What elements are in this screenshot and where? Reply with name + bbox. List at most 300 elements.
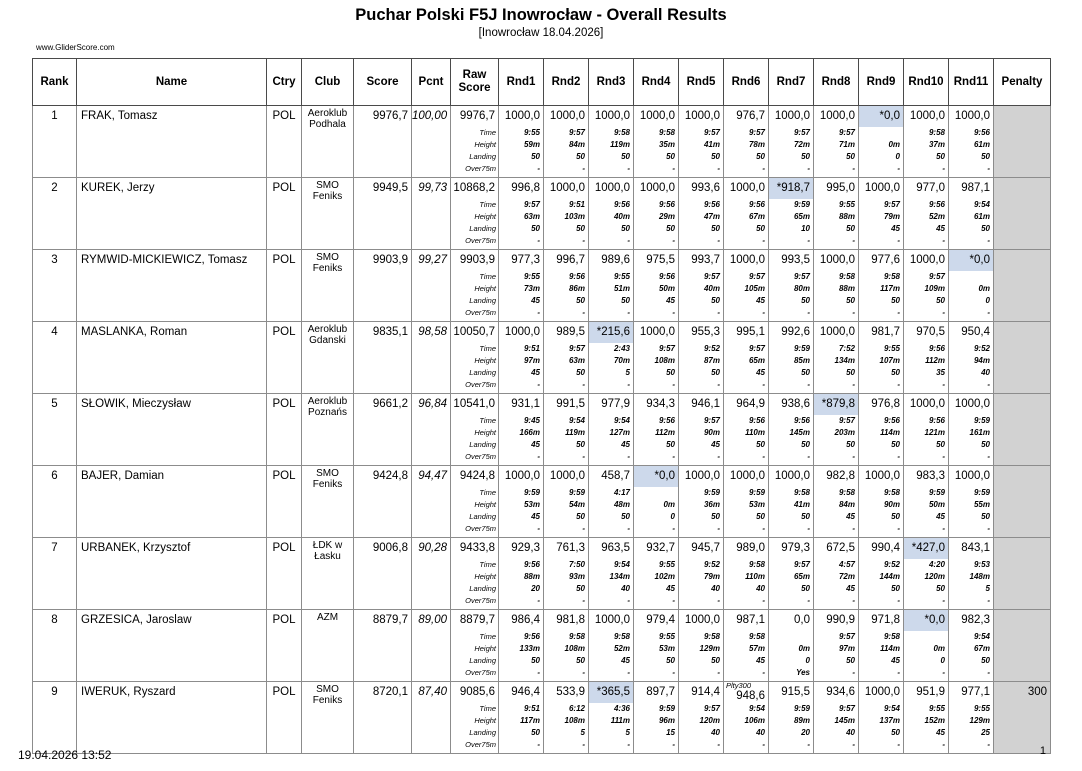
round-height: 0m: [798, 644, 810, 653]
pcnt-value: 99,27: [418, 254, 447, 266]
round-over75m: -: [852, 596, 855, 605]
round-landing: 40: [981, 368, 990, 377]
country-code: POL: [272, 254, 296, 266]
round-over75m: -: [987, 380, 990, 389]
round-score: 955,3: [691, 326, 720, 338]
round-landing: 50: [801, 152, 810, 161]
round-over75m: -: [807, 452, 810, 461]
round-cell-rnd10: [904, 250, 949, 322]
sub-label-height: Height: [474, 356, 496, 365]
round-over75m: -: [627, 452, 630, 461]
round-time: 4:20: [928, 560, 945, 569]
round-landing: 0: [805, 656, 810, 665]
name-cell: [77, 322, 267, 394]
round-over75m: -: [897, 308, 900, 317]
round-time: 9:55: [928, 704, 945, 713]
round-time: 9:57: [793, 272, 810, 281]
round-score: 1000,0: [864, 470, 900, 482]
round-landing: 0: [940, 656, 945, 665]
sub-label-landing: Landing: [469, 224, 496, 233]
round-height: 78m: [748, 140, 765, 149]
round-cell-rnd11: [949, 466, 994, 538]
sub-label-time: Time: [479, 488, 496, 497]
round-landing: 45: [531, 296, 540, 305]
round-time: 9:57: [568, 128, 585, 137]
round-cell-rnd9: [859, 538, 904, 610]
page-number: 1: [1039, 745, 1046, 757]
round-height: 0m: [663, 500, 675, 509]
round-landing: 50: [666, 440, 675, 449]
round-score: 945,7: [691, 542, 720, 554]
round-time: 9:58: [658, 128, 675, 137]
round-over75m: -: [717, 164, 720, 173]
raw-score-value: 9903,9: [459, 254, 495, 266]
round-time: 6:12: [568, 704, 585, 713]
round-height: 52m: [613, 644, 630, 653]
sub-label-time: Time: [479, 128, 496, 137]
round-score: 996,7: [556, 254, 585, 266]
round-over75m: -: [582, 596, 585, 605]
round-landing: 50: [576, 368, 585, 377]
round-time: 9:57: [703, 128, 720, 137]
round-landing: 5: [625, 728, 630, 737]
result-row-rank-8: [33, 610, 1051, 682]
round-cell-rnd7: [769, 106, 814, 178]
round-over75m: -: [672, 740, 675, 749]
round-cell-rnd8: [814, 682, 859, 754]
round-score: 991,5: [556, 398, 585, 410]
result-row-rank-7: [33, 538, 1051, 610]
round-over75m: -: [852, 236, 855, 245]
round-landing: 50: [801, 368, 810, 377]
column-header-rnd9: Rnd9: [859, 59, 904, 106]
name-cell: [77, 106, 267, 178]
round-height: 144m: [879, 572, 900, 581]
raw-score-value: 9976,7: [459, 110, 495, 122]
round-height: 37m: [928, 140, 945, 149]
sub-label-landing: Landing: [469, 656, 496, 665]
round-cell-rnd8: [814, 106, 859, 178]
round-height: 121m: [924, 428, 945, 437]
club-name: SMO Feniks: [312, 684, 343, 706]
round-landing: 45: [756, 656, 765, 665]
column-header-ctry: Ctry: [267, 59, 302, 106]
round-time: 9:59: [568, 488, 585, 497]
round-score: 993,6: [691, 182, 720, 194]
round-height: 127m: [609, 428, 630, 437]
round-height: 88m: [838, 212, 855, 221]
round-height: 117m: [880, 284, 900, 293]
round-cell-rnd4: [634, 250, 679, 322]
round-over75m: -: [672, 380, 675, 389]
score-value: 9903,9: [372, 254, 408, 266]
round-cell-rnd8: [814, 538, 859, 610]
round-score: 977,9: [601, 398, 630, 410]
round-height: 108m: [654, 356, 675, 365]
round-score: 970,5: [916, 326, 945, 338]
round-height: 203m: [834, 428, 855, 437]
round-time: 9:59: [973, 416, 990, 425]
round-score: *0,0: [859, 106, 903, 127]
round-time: 7:52: [838, 344, 855, 353]
round-score: 1000,0: [774, 470, 810, 482]
round-over75m: Yes: [796, 668, 810, 677]
round-over75m: -: [852, 740, 855, 749]
round-time: 2:43: [613, 344, 630, 353]
pilot-name: IWERUK, Ryszard: [81, 686, 176, 698]
round-score: 938,6: [781, 398, 810, 410]
round-score: 948,6: [736, 690, 765, 702]
round-score: 1000,0: [504, 326, 540, 338]
round-cell-rnd8: [814, 466, 859, 538]
round-over75m: -: [717, 236, 720, 245]
pcnt-cell: [412, 394, 451, 466]
round-landing: 45: [756, 368, 765, 377]
round-time: 4:17: [613, 488, 630, 497]
sub-label-time: Time: [479, 200, 496, 209]
round-landing: 50: [621, 296, 630, 305]
round-score: 976,7: [736, 110, 765, 122]
round-height: 86m: [568, 284, 585, 293]
pcnt-cell: [412, 322, 451, 394]
round-score: 1000,0: [684, 614, 720, 626]
round-height: 97m: [523, 356, 540, 365]
round-time: 9:57: [838, 632, 855, 641]
rank-cell: [33, 538, 77, 610]
round-cell-rnd7: [769, 250, 814, 322]
round-height: 137m: [879, 716, 900, 725]
round-cell-rnd7: [769, 178, 814, 250]
round-height: 111m: [610, 716, 630, 725]
club-cell: [302, 682, 354, 754]
column-header-rnd10: Rnd10: [904, 59, 949, 106]
round-height: 110m: [745, 428, 765, 437]
penalty-cell: [994, 394, 1051, 466]
round-over75m: -: [762, 668, 765, 677]
pcnt-cell: [412, 250, 451, 322]
sub-label-time: Time: [479, 272, 496, 281]
rank-cell: [33, 682, 77, 754]
round-cell-rnd1: [499, 610, 544, 682]
round-cell-rnd5: [679, 466, 724, 538]
round-height: 107m: [879, 356, 900, 365]
round-time: 9:54: [613, 416, 630, 425]
pcnt-value: 99,73: [418, 182, 447, 194]
round-height: 120m: [699, 716, 720, 725]
round-time: 9:56: [703, 200, 720, 209]
country-cell: [267, 322, 302, 394]
round-landing: 50: [846, 296, 855, 305]
name-cell: [77, 178, 267, 250]
country-cell: [267, 682, 302, 754]
sub-label-landing: Landing: [469, 440, 496, 449]
score-cell: [354, 610, 412, 682]
round-cell-rnd1: [499, 394, 544, 466]
round-score: 1000,0: [819, 110, 855, 122]
round-height: 52m: [928, 212, 945, 221]
pcnt-value: 90,28: [418, 542, 447, 554]
round-cell-rnd7: [769, 538, 814, 610]
round-cell-rnd2: [544, 682, 589, 754]
round-landing: 40: [711, 728, 720, 737]
round-over75m: -: [942, 164, 945, 173]
round-height: 55m: [973, 500, 990, 509]
round-landing: 50: [531, 224, 540, 233]
round-time: 9:56: [973, 128, 990, 137]
round-score: 990,9: [826, 614, 855, 626]
country-code: POL: [272, 470, 296, 482]
round-landing: 50: [846, 656, 855, 665]
sub-label-landing: Landing: [469, 296, 496, 305]
round-time: 9:57: [793, 560, 810, 569]
round-over75m: -: [762, 308, 765, 317]
country-cell: [267, 394, 302, 466]
round-landing: 50: [621, 512, 630, 521]
round-score: 995,0: [826, 182, 855, 194]
round-cell-rnd6: [724, 178, 769, 250]
round-over75m: -: [942, 668, 945, 677]
round-height: 108m: [564, 716, 585, 725]
raw-score-cell: [451, 322, 499, 394]
column-header-rank: Rank: [33, 59, 77, 106]
sub-label-time: Time: [479, 344, 496, 353]
round-time: 9:55: [973, 704, 990, 713]
round-landing: 45: [621, 440, 630, 449]
round-landing: 50: [801, 584, 810, 593]
round-time: [859, 127, 903, 139]
penalty-cell: [994, 250, 1051, 322]
country-code: POL: [272, 110, 296, 122]
sub-label-height: Height: [474, 716, 496, 725]
round-height: 85m: [793, 356, 810, 365]
round-height: 63m: [523, 212, 540, 221]
print-datetime: 19.04.2026 13:52: [18, 748, 112, 762]
round-height: 119m: [610, 140, 630, 149]
round-height: 57m: [748, 644, 765, 653]
round-score: 950,4: [961, 326, 990, 338]
round-time: 9:58: [883, 488, 900, 497]
score-cell: [354, 178, 412, 250]
round-over75m: -: [582, 524, 585, 533]
round-score: 995,1: [736, 326, 765, 338]
round-landing: 50: [711, 152, 720, 161]
round-height: 103m: [564, 212, 585, 221]
round-height: 161m: [969, 428, 990, 437]
round-score: 990,4: [871, 542, 900, 554]
round-time: 9:56: [883, 416, 900, 425]
rank-cell: [33, 106, 77, 178]
round-cell-rnd5: [679, 106, 724, 178]
round-height: 79m: [703, 572, 720, 581]
round-over75m: -: [987, 596, 990, 605]
round-cell-rnd11: [949, 250, 994, 322]
rank-cell: [33, 466, 77, 538]
round-time: 9:57: [568, 344, 585, 353]
round-cell-rnd6: [724, 394, 769, 466]
round-height: 72m: [838, 572, 855, 581]
round-time: 9:57: [703, 416, 720, 425]
result-row-rank-3: [33, 250, 1051, 322]
round-height: 84m: [838, 500, 855, 509]
round-score: 533,9: [556, 686, 585, 698]
round-score: 979,4: [646, 614, 675, 626]
round-over75m: -: [942, 380, 945, 389]
score-value: 8879,7: [372, 614, 408, 626]
raw-score-value: 9085,6: [459, 686, 495, 698]
country-cell: [267, 106, 302, 178]
round-time: 4:57: [838, 560, 855, 569]
round-score: 761,3: [556, 542, 585, 554]
round-over75m: -: [897, 524, 900, 533]
round-height: 145m: [789, 428, 810, 437]
round-over75m: -: [672, 236, 675, 245]
round-height: 51m: [613, 284, 630, 293]
round-landing: 50: [756, 440, 765, 449]
round-over75m: -: [762, 740, 765, 749]
round-cell-rnd5: [679, 250, 724, 322]
rank-value: 1: [51, 110, 58, 122]
country-code: POL: [272, 398, 296, 410]
round-landing: 50: [531, 152, 540, 161]
raw-score-cell: [451, 250, 499, 322]
sub-label-landing: Landing: [469, 728, 496, 737]
round-cell-rnd3: [589, 106, 634, 178]
round-over75m: -: [942, 524, 945, 533]
country-code: POL: [272, 326, 296, 338]
round-over75m: -: [582, 380, 585, 389]
penalty-cell: [994, 610, 1051, 682]
pcnt-value: 96,84: [418, 398, 447, 410]
score-cell: [354, 682, 412, 754]
round-cell-rnd4: [634, 466, 679, 538]
country-cell: [267, 610, 302, 682]
round-time: 9:57: [748, 128, 765, 137]
round-score: 1000,0: [729, 182, 765, 194]
round-landing: 50: [576, 584, 585, 593]
round-height: 65m: [748, 356, 765, 365]
penalty-cell: [994, 682, 1051, 754]
penalty-value: [994, 106, 1050, 127]
round-cell-rnd2: [544, 250, 589, 322]
round-cell-rnd10: [904, 394, 949, 466]
round-score: 1000,0: [594, 614, 630, 626]
column-header-pcnt: Pcnt: [412, 59, 451, 106]
round-cell-rnd5: [679, 322, 724, 394]
round-height: 61m: [973, 212, 990, 221]
round-cell-rnd6: [724, 682, 769, 754]
round-height: 50m: [928, 500, 945, 509]
round-time: 9:58: [613, 128, 630, 137]
round-height: 84m: [568, 140, 585, 149]
round-time: 9:57: [793, 128, 810, 137]
round-height: 65m: [793, 572, 810, 581]
round-over75m: -: [942, 236, 945, 245]
club-name: SMO Feniks: [312, 468, 343, 490]
round-landing: 5: [580, 728, 585, 737]
round-score: 996,8: [511, 182, 540, 194]
penalty-cell: [994, 466, 1051, 538]
round-cell-rnd3: [589, 250, 634, 322]
round-score: 672,5: [826, 542, 855, 554]
round-cell-rnd6: [724, 466, 769, 538]
round-landing: 50: [981, 152, 990, 161]
round-over75m: -: [717, 668, 720, 677]
raw-score-cell: [451, 610, 499, 682]
round-landing: 45: [936, 728, 945, 737]
pcnt-cell: [412, 538, 451, 610]
pcnt-cell: [412, 682, 451, 754]
round-score: 986,4: [511, 614, 540, 626]
pcnt-value: 87,40: [418, 686, 447, 698]
rank-cell: [33, 178, 77, 250]
round-cell-rnd2: [544, 466, 589, 538]
sub-label-height: Height: [474, 500, 496, 509]
name-cell: [77, 250, 267, 322]
round-over75m: -: [537, 740, 540, 749]
result-row-rank-6: [33, 466, 1051, 538]
results-table: [32, 58, 1051, 754]
round-landing: 50: [621, 224, 630, 233]
round-height: 61m: [973, 140, 990, 149]
rank-value: 9: [51, 686, 58, 698]
round-cell-rnd9: [859, 466, 904, 538]
round-landing: 50: [801, 512, 810, 521]
round-landing: 5: [625, 368, 630, 377]
round-over75m: -: [537, 380, 540, 389]
round-over75m: -: [627, 524, 630, 533]
round-landing: 20: [801, 728, 810, 737]
raw-score-value: 10050,7: [453, 326, 495, 338]
round-cell-rnd2: [544, 178, 589, 250]
round-landing: 50: [666, 224, 675, 233]
round-cell-rnd1: [499, 466, 544, 538]
round-time: 9:58: [838, 272, 855, 281]
column-header-rnd3: Rnd3: [589, 59, 634, 106]
sub-label-time: Time: [479, 704, 496, 713]
round-over75m: -: [672, 308, 675, 317]
round-height: 73m: [523, 284, 540, 293]
round-time: 9:58: [703, 632, 720, 641]
round-cell-rnd10: [904, 466, 949, 538]
round-score: 1000,0: [639, 326, 675, 338]
round-landing: 5: [985, 584, 990, 593]
club-cell: [302, 322, 354, 394]
round-over75m: -: [987, 236, 990, 245]
round-time: 9:52: [703, 560, 720, 569]
round-time: 9:56: [658, 200, 675, 209]
round-landing: 50: [981, 656, 990, 665]
round-score: 977,1: [961, 686, 990, 698]
round-cell-rnd8: [814, 322, 859, 394]
round-landing: 45: [846, 512, 855, 521]
raw-score-cell: [451, 178, 499, 250]
penalty-cell: [994, 106, 1051, 178]
round-time: 7:50: [568, 560, 585, 569]
round-cell-rnd5: [679, 394, 724, 466]
country-code: POL: [272, 182, 296, 194]
sub-label-landing: Landing: [469, 584, 496, 593]
round-score: 993,7: [691, 254, 720, 266]
round-landing: 50: [576, 152, 585, 161]
score-value: 9661,2: [372, 398, 408, 410]
round-height: 152m: [924, 716, 945, 725]
round-over75m: -: [672, 596, 675, 605]
round-cell-rnd8: [814, 250, 859, 322]
round-time: 9:55: [658, 560, 675, 569]
round-time: 9:57: [703, 704, 720, 713]
round-landing: 50: [891, 728, 900, 737]
round-over75m: -: [852, 452, 855, 461]
